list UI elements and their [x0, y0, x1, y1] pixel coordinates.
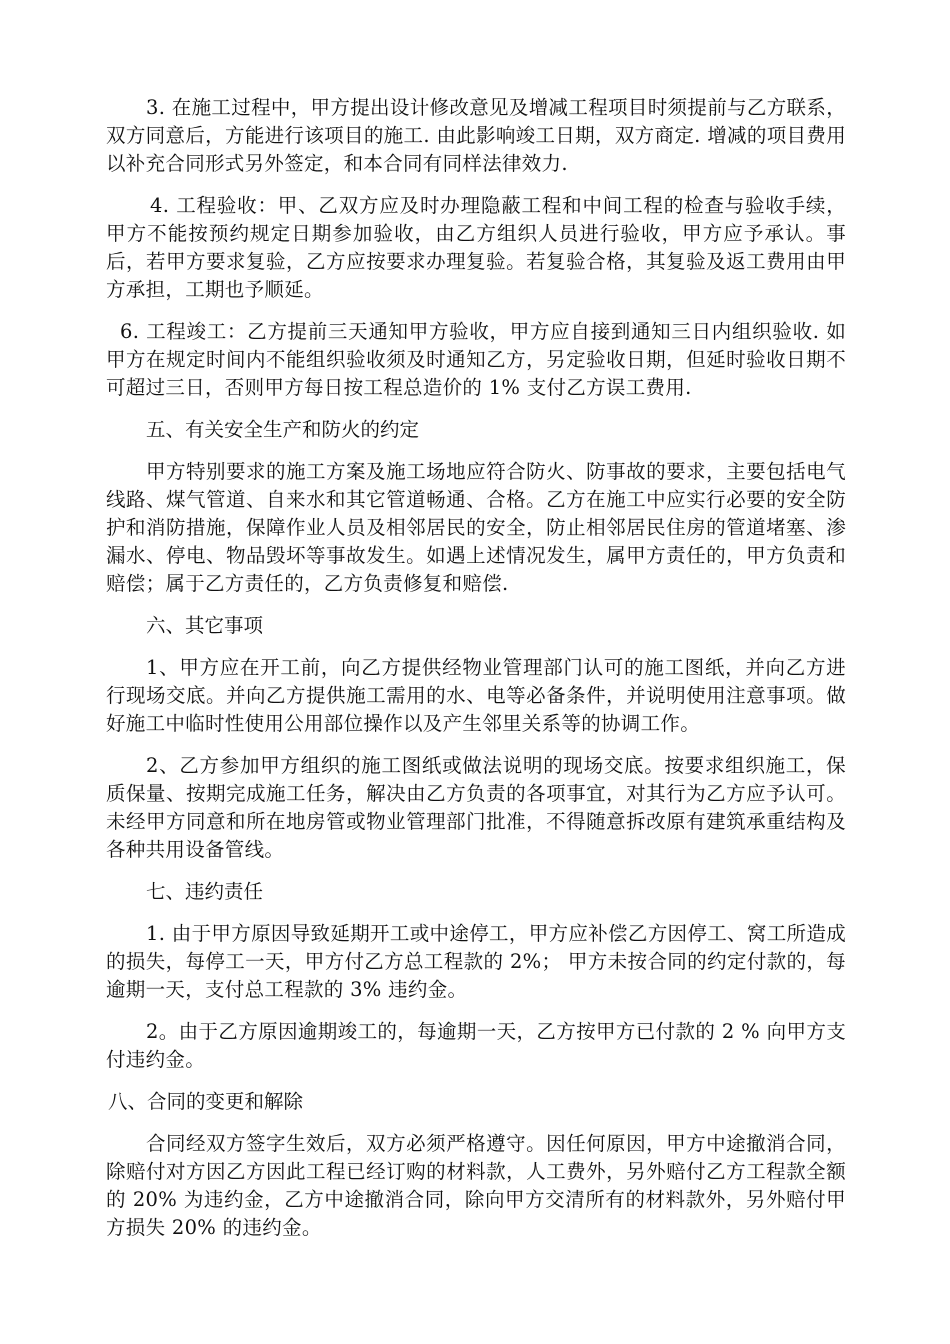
contract-page — [106, 94, 846, 1242]
section-5-body: 甲方特别要求的施工方案及施工场地应符合防火、防事故的要求，主要包括电气线路、煤气管道、自来水和其它管道畅通、合格。乙方在施工中应实行必要的安全防护和消防措施，保障作业人员及相邻居民的安全，防止相邻居民住房的管道堵塞、渗漏水、停电、物品毁坏等事故发生。如遇上述情况发生，属甲方责任的，甲方负责和赔偿；属于乙方责任的，乙方负责修复和赔偿. — [106, 460, 846, 595]
section-8-body: 合同经双方签字生效后，双方必须严格遵守。因任何原因，甲方中途撤消合同，除赔付对方因乙方因此工程已经订购的材料款，人工费外，另外赔付乙方工程款全额的 20% 为违约金，乙方中途撤消合同，除向甲方交清所有的材料款外，另外赔付甲方损失 20% 的违约金。 — [106, 1132, 846, 1239]
section-6-item-1: 1、甲方应在开工前，向乙方提供经物业管理部门认可的施工图纸，并向乙方进行现场交底。并向乙方提供施工需用的水、电等必备条件，并说明使用注意事项。做好施工中临时性使用公用部位操作以及产生邻里关系等的协调工作。 — [106, 656, 846, 735]
section-6-item-2: 2、乙方参加甲方组织的施工图纸或做法说明的现场交底。按要求组织施工，保质保量、按期完成施工任务，解决由乙方负责的各项事宜，对其行为乙方应予认可。未经甲方同意和所在地房管或物业管理部门批准，不得随意拆改原有建筑承重结构及各种共用设备管线。 — [106, 754, 846, 861]
clause-4-inspection: 4. 工程验收：甲、乙双方应及时办理隐蔽工程和中间工程的检查与验收手续，甲方不能按预约规定日期参加验收，由乙方组织人员进行验收，甲方应予承认。事后，若甲方要求复验，乙方应按要求办理复验。若复验合格，其复验及返工费用由甲方承担，工期也予顺延。 — [106, 194, 846, 301]
section-7-item-2: 2。由于乙方原因逾期竣工的，每逾期一天，乙方按甲方已付款的 2 % 向甲方支付违约金。 — [106, 1020, 846, 1071]
clause-6-completion: 6. 工程竣工：乙方提前三天通知甲方验收，甲方应自接到通知三日内组织验收. 如甲方在规定时间内不能组织验收须及时通知乙方，另定验收日期，但延时验收日期不可超过三日，否则甲方每日按工程总造价的 1% 支付乙方误工费用. — [106, 320, 846, 399]
section-8-title: 八、合同的变更和解除 — [108, 1090, 304, 1113]
section-7-title: 七、违约责任 — [146, 880, 264, 903]
clause-3-construction-changes: 3. 在施工过程中，甲方提出设计修改意见及增减工程项目时须提前与乙方联系，双方同意后，方能进行该项目的施工. 由此影响竣工日期，双方商定. 增减的项目费用以补充合同形式另外签定，和本合同有同样法律效力. — [106, 96, 846, 175]
section-6-title: 六、其它事项 — [146, 614, 264, 637]
section-7-item-1: 1. 由于甲方原因导致延期开工或中途停工，甲方应补偿乙方因停工、窝工所造成的损失，每停工一天，甲方付乙方总工程款的 2%； 甲方未按合同的约定付款的，每逾期一天，支付总工程款的 3% 违约金。 — [106, 922, 846, 1001]
section-5-title: 五、有关安全生产和防火的约定 — [146, 418, 420, 441]
